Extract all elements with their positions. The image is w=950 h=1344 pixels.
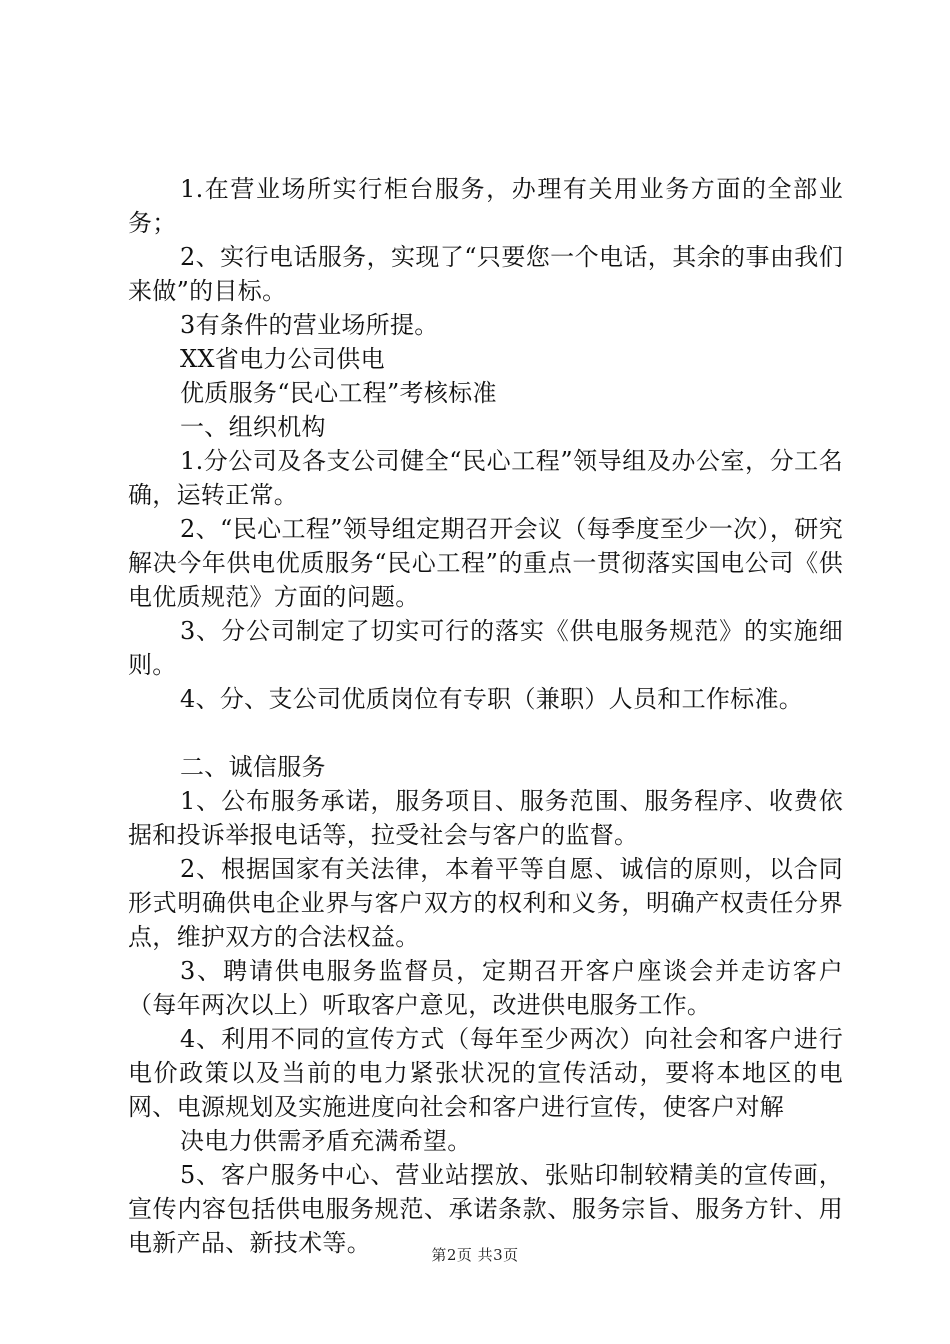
- blank-line: [128, 716, 843, 750]
- heading-assessment-standard: 优质服务“民心工程”考核标准: [180, 379, 497, 407]
- paragraph-integrity-4-cont: 决电力供需矛盾充满希望。: [180, 1127, 472, 1155]
- paragraph-org-3: 3、分公司制定了切实可行的落实《供电服务规范》的实施细则。: [128, 617, 843, 679]
- paragraph-counter-service: 1.在营业场所实行柜台服务，办理有关用业务方面的全部业务；: [128, 175, 843, 237]
- paragraph-phone-service: 2、实行电话服务，实现了“只要您一个电话，其余的事由我们来做”的目标。: [128, 243, 843, 305]
- paragraph-integrity-5: 5、客户服务中心、营业站摆放、张贴印制较精美的宣传画，宣传内容包括供电服务规范、承诺条款、服务宗旨、服务方针、用电新产品、新技术等。: [128, 1161, 843, 1257]
- paragraph-conditional-venues: 3有条件的营业场所提。: [180, 311, 439, 339]
- document-body: [128, 172, 843, 1260]
- paragraph-integrity-1: 1、公布服务承诺，服务项目、服务范围、服务程序、收费依据和投诉举报电话等，拉受社会与客户的监督。: [128, 787, 843, 849]
- paragraph-integrity-4: 4、利用不同的宣传方式（每年至少两次）向社会和客户进行电价政策以及当前的电力紧张状况的宣传活动，要将本地区的电网、电源规划及实施进度向社会和客户进行宣传，使客户对解: [128, 1025, 843, 1121]
- section-heading-organization: 一、组织机构: [180, 413, 326, 441]
- section-heading-integrity: 二、诚信服务: [180, 753, 326, 781]
- paragraph-org-1: 1.分公司及各支公司健全“民心工程”领导组及办公室，分工名确，运转正常。: [128, 447, 843, 509]
- paragraph-integrity-2: 2、根据国家有关法律，本着平等自愿、诚信的原则，以合同形式明确供电企业界与客户双方的权利和义务，明确产权责任分界点，维护双方的合法权益。: [128, 855, 843, 951]
- paragraph-integrity-3: 3、聘请供电服务监督员，定期召开客户座谈会并走访客户（每年两次以上）听取客户意见，改进供电服务工作。: [128, 957, 843, 1019]
- paragraph-org-4: 4、分、支公司优质岗位有专职（兼职）人员和工作标准。: [180, 685, 804, 713]
- page-footer: 第2页 共3页: [431, 1246, 519, 1264]
- heading-company: XX省电力公司供电: [180, 345, 385, 373]
- paragraph-org-2: 2、“民心工程”领导组定期召开会议（每季度至少一次），研究解决今年供电优质服务“民心工程”的重点一贯彻落实国电公司《供电优质规范》方面的问题。: [128, 515, 843, 611]
